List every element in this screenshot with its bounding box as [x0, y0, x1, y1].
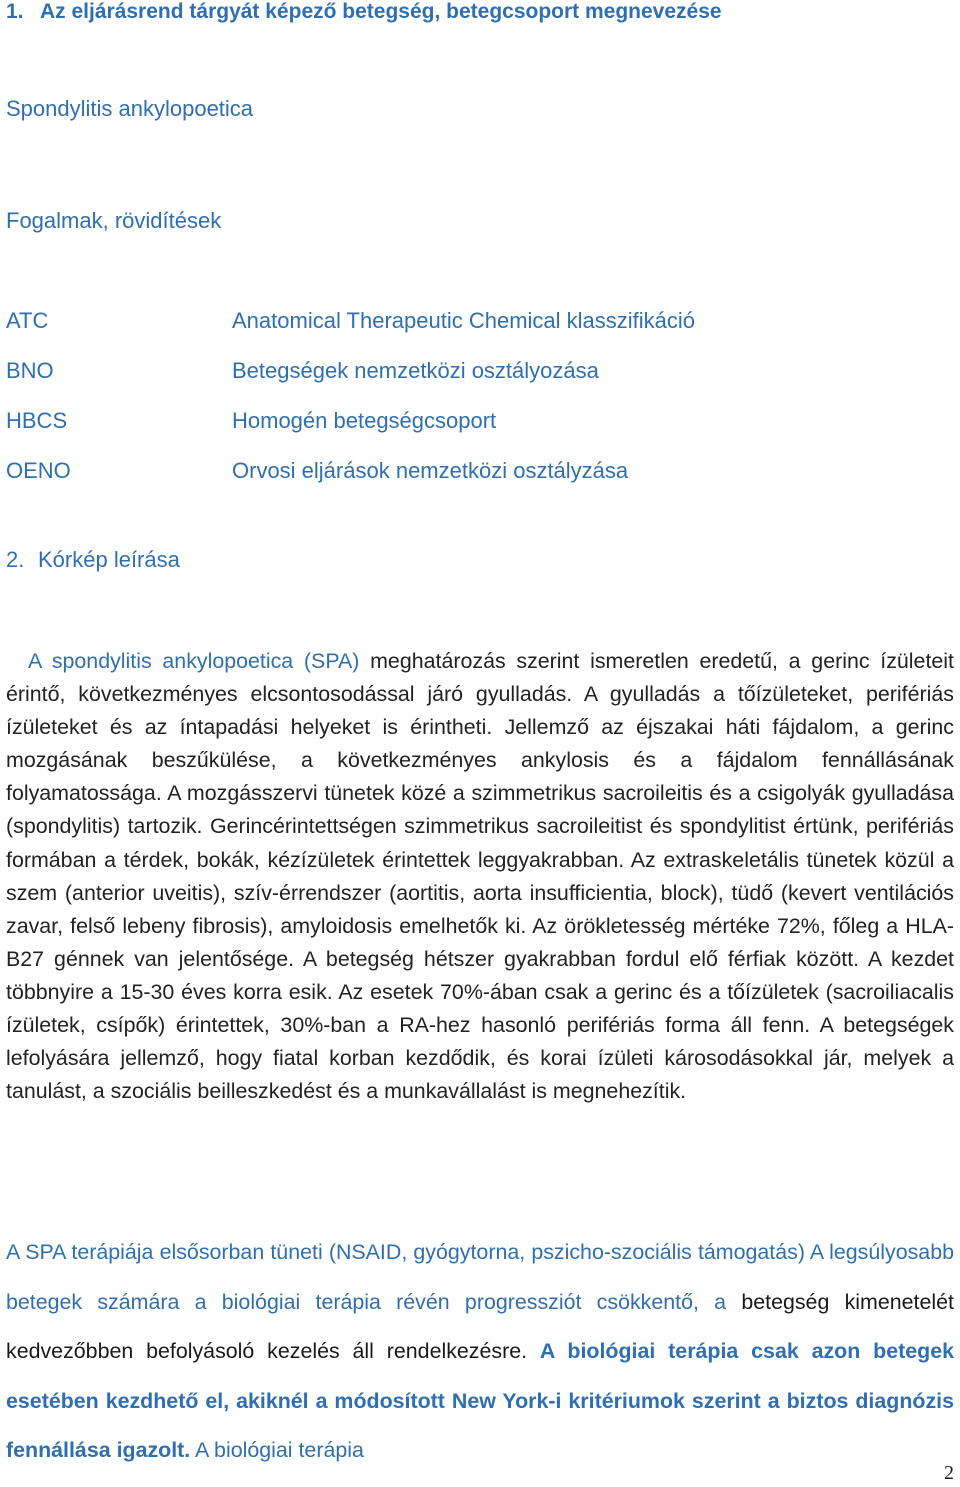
paragraph-intro: A [28, 649, 42, 673]
therapy-paragraph [6, 1228, 954, 1476]
abbreviation-row [6, 296, 906, 346]
abbreviation-list [6, 296, 906, 496]
therapy-text-1: A SPA terápiája elsősorban tüneti (NSAID, gyógytorna, pszicho-szociális támogatás) A legsúlyosabb betegek számára a biológiai terápia révén progressziót csökkentő, a [6, 1240, 954, 1314]
section-1-number: 1. [6, 0, 24, 23]
therapy-bold-text: A biológiai terápia csak azon betegek esetében kezdhető el, akiknél a módosított New York-i kritériumok szerint a biztos diagnózis fennállása igazolt. [6, 1339, 954, 1463]
therapy-text-2: betegség kimenetelét kedvezőbben befolyásoló kezelés áll rendelkezésre. [6, 1289, 954, 1364]
concepts-heading: Fogalmak, rövidítések [6, 208, 222, 233]
abbreviation-value: Betegségek nemzetközi osztályozása [232, 358, 599, 383]
abbreviation-key: OENO [6, 458, 71, 483]
disease-name: Spondylitis ankylopoetica [6, 96, 254, 121]
paragraph-body [6, 645, 954, 1108]
abbreviation-row [6, 346, 906, 396]
abbreviation-key: BNO [6, 358, 54, 383]
abbreviation-key: HBCS [6, 408, 68, 433]
description-paragraph [6, 645, 954, 1108]
page-number: 2 [944, 1462, 954, 1484]
abbreviation-value: Orvosi eljárások nemzetközi osztályzása [232, 458, 629, 483]
abbreviation-row [6, 396, 906, 446]
therapy-tail-text: A biológiai terápia [195, 1438, 364, 1463]
paragraph-term: spondylitis ankylopoetica (SPA) [51, 649, 360, 673]
abbreviation-value: Anatomical Therapeutic Chemical klasszifikáció [232, 308, 696, 333]
section-1-heading [6, 0, 722, 24]
section-2-heading [6, 547, 180, 573]
section-2-number: 2. [6, 547, 25, 572]
abbreviation-value: Homogén betegségcsoport [232, 408, 497, 433]
abbreviation-key: ATC [6, 308, 49, 333]
section-1-title: Az eljárásrend tárgyát képező betegség, betegcsoport megnevezése [40, 0, 722, 23]
paragraph-text: meghatározás szerint ismeretlen eredetű, a gerinc ízületeit érintő, következményes elcsontosodással járó gyulladás. A gyulladás a tőízületeket, perifériás ízületeket és az íntapadási helyeket is érintheti. Jellemző az éjszakai háti fájdalom, a gerinc mozgásának beszűkülése, a következményes ankylosis és a fájdalom fennállásának folyamatossága. A mozgásszervi tünetek közé a szimmetrikus sacroileitis és a csigolyák gyulladása (spondylitis) tartozik. Gerincérintettségen szimmetrikus sacroileitist és spondylitist értünk, perifériás formában a térdek, bokák, kézízületek érintettek leggyakrabban. Az extraskeletális tünetek közül a szem (anterior uveitis), szív-érrendszer (aortitis, aorta insufficientia, block), tüdő (kevert ventilációs zavar, felső lebeny fibrosis), amyloidosis emelhetők ki. Az örökletesség mértéke 72%, főleg a HLA-B27 génnek van jelentősége. A betegség hétszer gyakrabban fordul elő férfiak között. A kezdet többnyire a 15-30 éves korra esik. Az esetek 70%-ában csak a gerinc és a tőízületek (sacroiliacalis ízületek, csípők) érintettek, 30%-ban a RA-hez hasonló perifériás forma áll fenn. A betegségek lefolyására jellemző, hogy fiatal korban kezdődik, és korai ízületi károsodásokkal jár, melyek a tanulást, a szociális beilleszkedést és a munkavállalást is megnehezítik. [6, 649, 954, 1104]
section-2-title: Kórkép leírása [38, 547, 180, 572]
abbreviation-row [6, 446, 906, 496]
